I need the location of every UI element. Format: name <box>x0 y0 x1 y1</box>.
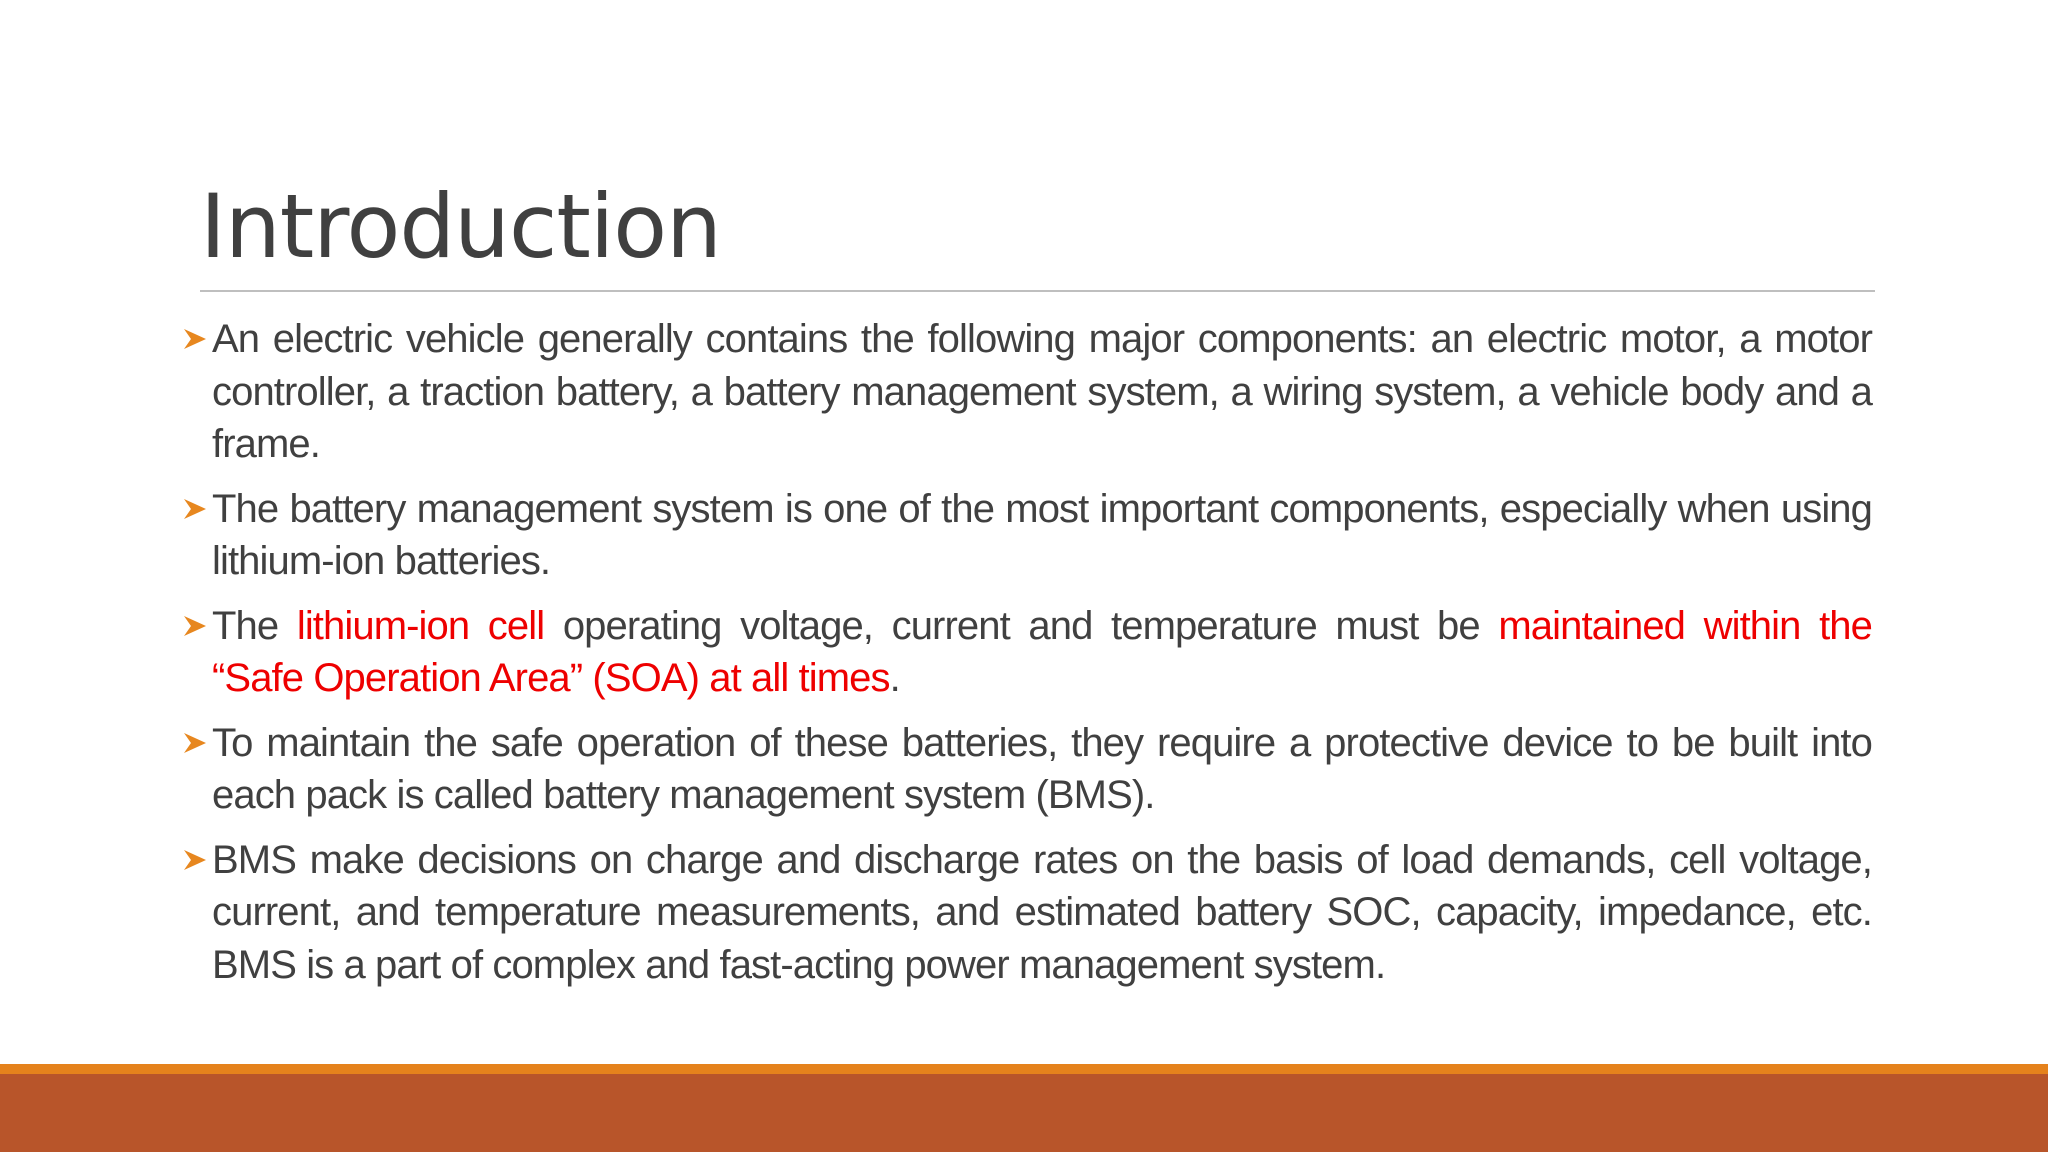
arrowhead-bullet-icon <box>182 834 212 872</box>
bullet-text: The battery management system is one of the most important components, especially when using lithium-ion batteries. <box>212 486 1872 583</box>
bullet-item <box>182 313 1872 471</box>
bullet-text <box>212 600 1872 705</box>
bullet-text: BMS make decisions on charge and discharge rates on the basis of load demands, cell voltage, current, and temperature measurements, and estimated battery SOC, capacity, impedance, etc. BMS is a part of complex and fast-acting power management system. <box>212 837 1872 987</box>
bullet-item <box>182 483 1872 588</box>
highlight-soa: maintained within the “Safe Operation Area” (SOA) at all times <box>212 603 1872 700</box>
bullet-item <box>182 717 1872 822</box>
bullet-text: An electric vehicle generally contains the following major components: an electric motor, a motor controller, a traction battery, a battery management system, a wiring system, a vehicle body and a frame. <box>212 317 1872 466</box>
arrowhead-bullet-icon <box>182 717 212 755</box>
arrowhead-bullet-icon <box>182 313 212 351</box>
arrowhead-bullet-icon <box>182 600 212 638</box>
bullet-list <box>182 313 1872 1003</box>
footer-stripe <box>0 1064 2048 1074</box>
slide-title: Introduction <box>200 175 721 278</box>
footer-band <box>0 1074 2048 1152</box>
highlight-lithium-ion-cell: lithium-ion cell <box>296 603 545 648</box>
bullet-item <box>182 834 1872 992</box>
bullet-text: To maintain the safe operation of these batteries, they require a protective device to be built into each pack is called battery management system (BMS). <box>212 720 1872 817</box>
arrowhead-bullet-icon <box>182 483 212 521</box>
bullet-item <box>182 600 1872 705</box>
bullet-text-segment: The <box>212 603 297 648</box>
title-divider <box>200 290 1875 292</box>
bullet-text-segment: operating voltage, current and temperature must be <box>544 603 1499 648</box>
bullet-text-segment: . <box>889 656 900 700</box>
